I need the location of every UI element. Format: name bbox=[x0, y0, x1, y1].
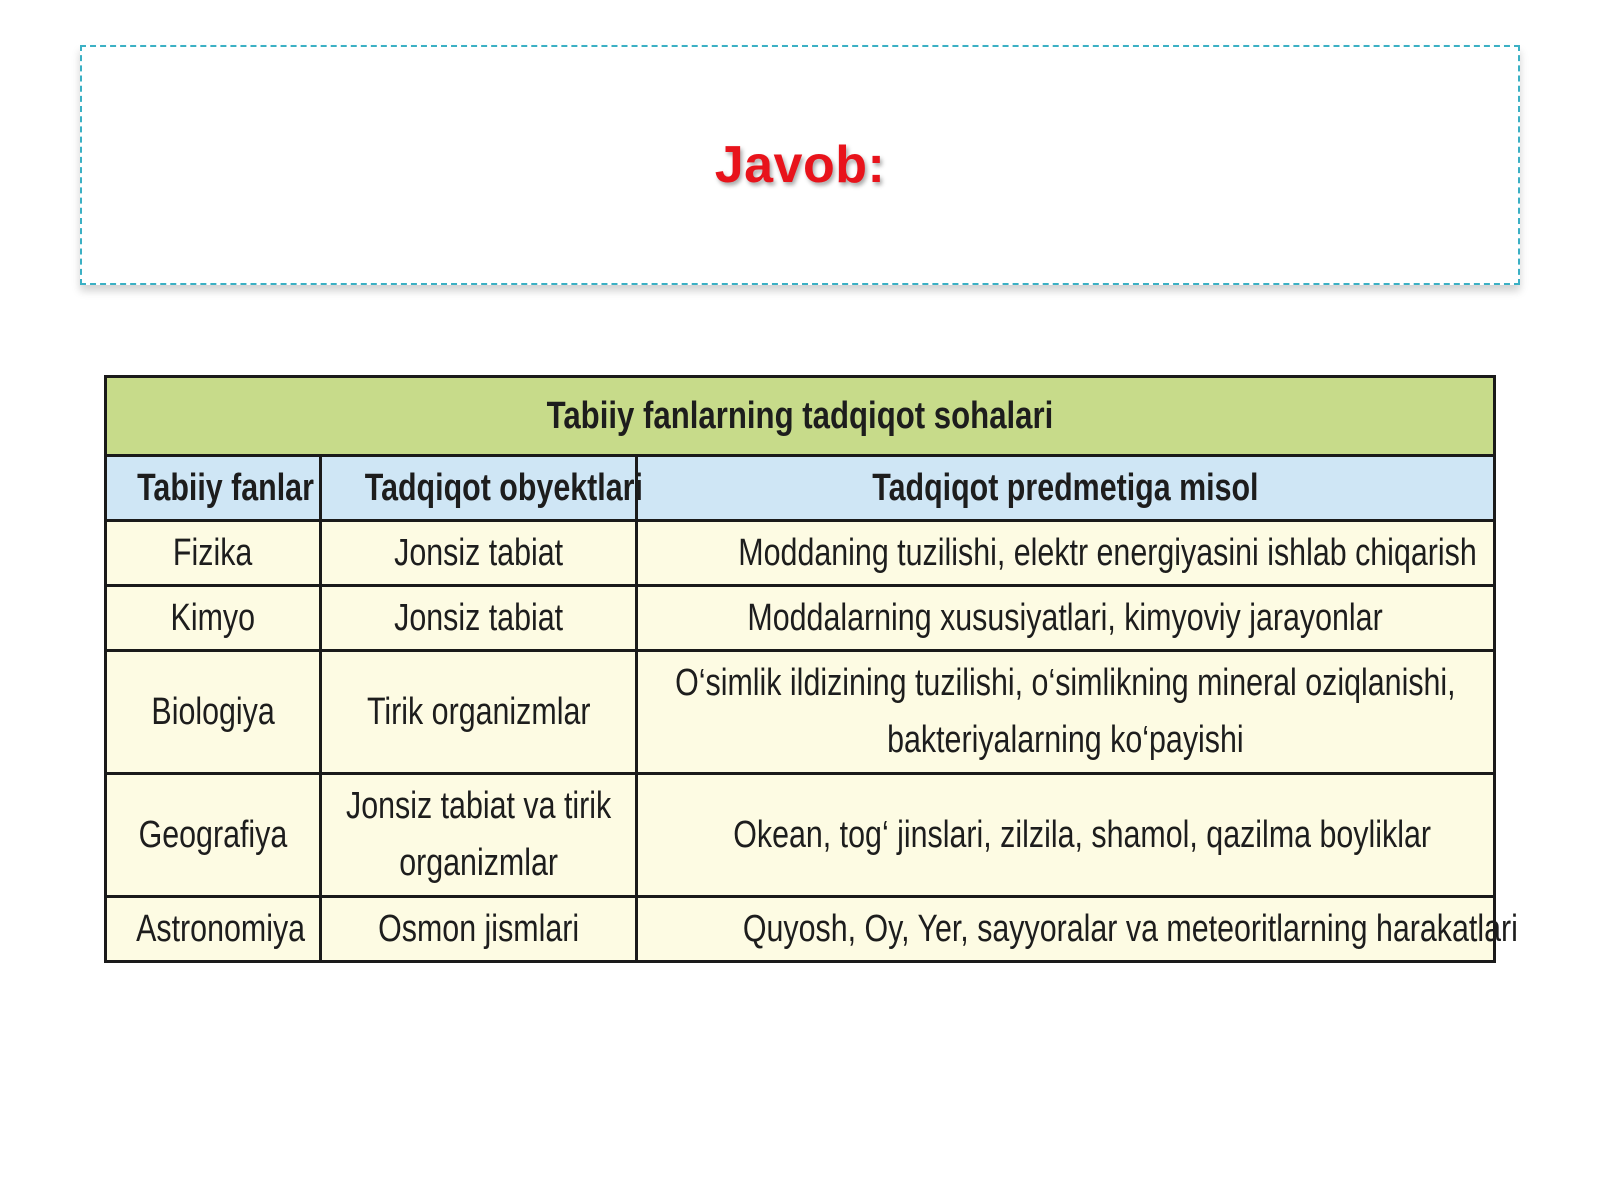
table-caption-row bbox=[106, 377, 1495, 456]
science-table-wrapper bbox=[104, 375, 1518, 963]
cell-object bbox=[321, 897, 637, 962]
cell-science bbox=[106, 521, 321, 586]
table-row bbox=[106, 651, 1495, 774]
cell-object bbox=[321, 521, 637, 586]
cell-text: Kimyo bbox=[170, 596, 256, 639]
cell-text: Moddaning tuzilishi, elektr energiyasini ishlab chiqarish bbox=[738, 531, 1477, 574]
header-science-text: Tabiiy fanlar bbox=[137, 466, 314, 509]
cell-text: Quyosh, Oy, Yer, sayyoralar va meteoritlarning harakatlari bbox=[742, 907, 1518, 950]
cell-example bbox=[637, 897, 1518, 962]
cell-text: Jonsiz tabiat bbox=[393, 531, 563, 574]
header-examples bbox=[637, 456, 1495, 521]
cell-science bbox=[106, 897, 321, 962]
table-caption-text: Tabiiy fanlarning tadqiqot sohalari bbox=[546, 394, 1054, 437]
table-header-row bbox=[106, 456, 1495, 521]
cell-text: Geografiya bbox=[138, 813, 288, 856]
cell-science bbox=[106, 651, 321, 774]
cell-object bbox=[321, 651, 637, 774]
cell-example bbox=[637, 651, 1495, 774]
header-objects-text: Tadqiqot obyektlari bbox=[364, 466, 643, 509]
cell-text: Jonsiz tabiat bbox=[393, 596, 563, 639]
table-row bbox=[106, 586, 1495, 651]
cell-science bbox=[106, 586, 321, 651]
cell-object bbox=[321, 774, 637, 897]
cell-science bbox=[106, 774, 321, 897]
cell-object bbox=[321, 586, 637, 651]
answer-box bbox=[80, 45, 1520, 285]
cell-example bbox=[637, 774, 1495, 897]
cell-example bbox=[637, 586, 1495, 651]
cell-text: Fizika bbox=[173, 531, 253, 574]
header-science bbox=[106, 456, 321, 521]
cell-text: Okean, tog‘ jinslari, zilzila, shamol, qazilma boyliklar bbox=[733, 813, 1431, 856]
table-caption bbox=[106, 377, 1495, 456]
table-row bbox=[106, 897, 1495, 962]
header-objects bbox=[321, 456, 643, 521]
cell-text: Moddalarning xususiyatlari, kimyoviy jarayonlar bbox=[747, 596, 1384, 639]
answer-title: Javob: bbox=[714, 136, 886, 194]
cell-example bbox=[637, 521, 1495, 586]
table-row bbox=[106, 774, 1495, 897]
table-row bbox=[106, 521, 1495, 586]
cell-text: Osmon jismlari bbox=[378, 907, 579, 950]
cell-text: O‘simlik ildizining tuzilishi, o‘simlikning mineral oziqlanishi, bakteriyalarning ko‘payishi bbox=[675, 662, 1456, 761]
cell-text: Astronomiya bbox=[136, 907, 306, 950]
cell-text: Tirik organizmlar bbox=[366, 690, 591, 733]
science-fields-table bbox=[104, 375, 1518, 963]
cell-text: Jonsiz tabiat va tirik organizmlar bbox=[345, 785, 612, 884]
header-examples-text: Tadqiqot predmetiga misol bbox=[872, 466, 1259, 509]
cell-text: Biologiya bbox=[151, 690, 275, 733]
